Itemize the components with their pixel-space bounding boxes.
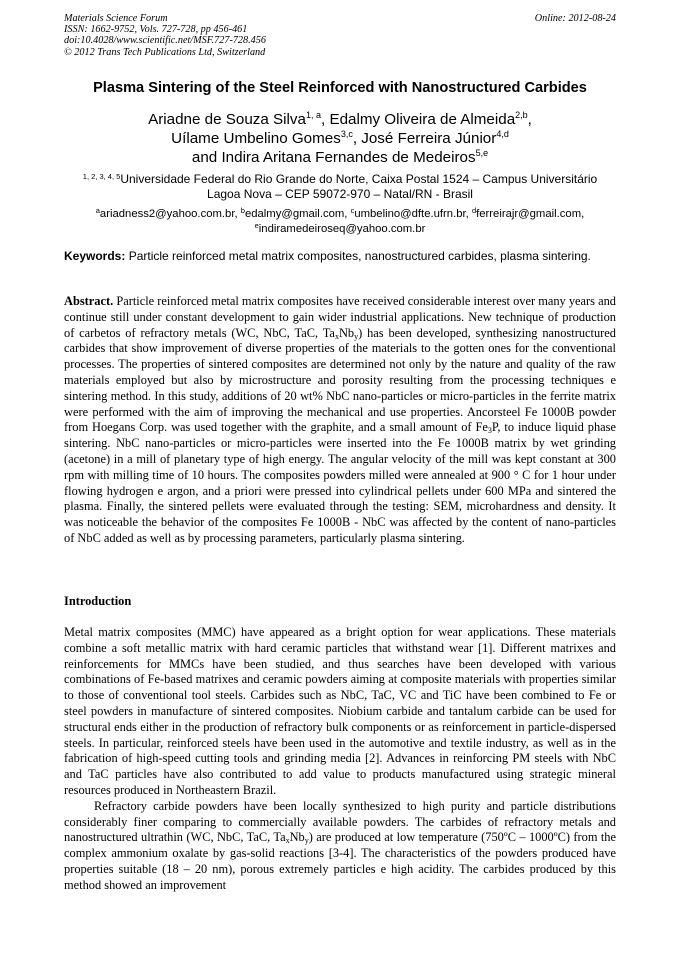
author-name: and Indira Aritana Fernandes de Medeiros [191,149,476,166]
abstract-label: Abstract. [64,294,114,308]
paragraph: Metal matrix composites (MMC) have appeared as a bright option for wear applications. These materials combine a soft metallic matrix with hard ceramic particles that withstand wear [1]. Different matrixes and reinforcements for MMCs have been studied, and thus searches have been developed with various combinations of Fe-based matrixes and ceramic powders aiming at composite materials with properties similar to those of conventional tool steels. Carbides such as NbC, TaC, VC and TiC have been combined to Fe or steel powders in manufacture of sintered composites. Niobium carbide and tantalum carbide can be used for structural ends either in the production of refractory bulk components or as reinforcement in particle-dispersed steels. In particular, reinforced steels have been used in the automotive and textile industry, as well as in the fabrication of high-speed cutting tools and grinding media [2]. Advances in reinforcing PM steels with NbC and TaC particles have also contributed to add value to products manufactured using strategic mineral resources produced in Northeastern Brazil. [64,625,616,797]
abstract [64,294,616,547]
author-sup: 4,d [496,129,509,139]
journal-name: Materials Science Forum [64,13,168,24]
author-line-3 [64,148,616,167]
author-sup: 5,e [475,148,489,158]
email-link[interactable]: ferreirajr@gmail.com, [476,208,585,220]
paragraph [64,799,616,894]
affiliation-line-2: Lagoa Nova – CEP 59072-970 – Natal/RN - Brasil [207,187,473,201]
introduction-body [64,625,616,894]
author-separator: , [527,111,532,128]
paragraph-text: Refractory carbide powders have been locally synthesized to high purity and particle distributions considerably finer comparing to commercially available powders. The carbides of refractory metals and nanostructured ultrathin (WC, NbC, TaC, Ta [64,798,616,845]
section-heading-introduction: Introduction [64,594,132,608]
paragraph-text: ) are produced at low temperature (750ºC – 1000ºC) from the complex ammonium oxalate by gas-solid reactions [3-4]. The characteristics of the powders produced have properties suitable (18 – 20 nm), porous extremely particles e high acidity. The carbides produced by this method showed an improvement [64,830,616,892]
paragraph-text: Nb [289,830,305,845]
subscript: y [304,836,309,846]
abstract-text: P, to induce liquid phase sintering. NbC nano-particles or micro-particles were inserted into the Fe 1000B matrix by wet grinding (acetone) in a mill of planetary type of high energy. The angular velocity of the mill was kept constant at 300 rpm with milling time of 10 hours. The composites powders milled were annealed at 900 ° C for 1 hour under flowing hydrogen e argon, and a priori were pressed into cylindrical pellets under 600 MPa and sintered the plasma. Finally, the sintered pellets were evaluated through the testing: SEM, microhardness and density. It was noticeable the behavior of the composites Fe 1000B - NbC was affected by the content of nano-particles of NbC added as well as by processing parameters, particularly plasma sintering. [64,420,616,545]
subscript: 3 [487,426,492,436]
email-sup: d [471,206,477,215]
author-name: Ariadne de Souza Silva [148,111,306,128]
abstract-text: Nb [338,325,355,340]
author-line-2 [64,129,616,148]
issn-line: ISSN: 1662-9752, Vols. 727-728, pp 456-461 [64,24,248,36]
author-sup: 1, a [305,110,321,120]
author-line-1 [64,110,616,129]
keywords-text: Particle reinforced metal matrix composites, nanostructured carbides, plasma sintering. [125,249,591,263]
affiliation-sup: 1, 2, 3, 4, 5 [82,172,121,181]
author-emails [64,207,616,236]
keywords-label: Keywords: [64,249,126,263]
abstract-text: Particle reinforced metal matrix composites have received considerable interest over many years and continue still under constant development to gain wider industrial applications. New technique of production of carbetos of refractory metals (WC, NbC, TaC, Ta [64,294,616,340]
online-date: Online: 2012-08-24 [534,13,616,24]
paper-title: Plasma Sintering of the Steel Reinforced with Nanostructured Carbides [93,80,587,96]
email-sup: a [95,206,100,215]
author-name: Uílame Umbelino Gomes [171,130,341,147]
subscript: y [354,331,359,341]
author-name: , Edalmy Oliveira de Almeida [321,111,516,128]
copyright-line: © 2012 Trans Tech Publications Ltd, Switzerland [64,46,266,58]
author-list [64,110,616,167]
abstract-text: ) has been developed, synthesizing nanostructured carbides that show improvement of diverse properties of the materials to the gotten ones for the conventional processes. The properties of sintered composites are determined not only by the nature and quality of the raw materials employed but also by microstructure and porosity resulting from the processing techniques e sintering method. In this study, additions of 20 wt% NbC nano-particles or micro-particles in the ferrite matrix were performed with the aim of improving the mechanical and use properties. Ancorsteel Fe 1000B powder from Hoegans Corp. was used together with the graphite, and a small amount of Fe [64,325,616,435]
doi-line: doi:10.4028/www.scientific.net/MSF.727-728.456 [64,35,266,47]
author-sup: 3,c [340,129,353,139]
email-link[interactable]: ariadness2@yahoo.com.br, [99,208,241,220]
affiliation [64,172,616,202]
author-name: , José Ferreira Júnior [352,130,497,147]
subscript: x [334,331,339,341]
email-sup: b [240,206,245,215]
subscript: x [285,836,290,846]
email-link[interactable]: umbelino@dfte.ufrn.br, [354,208,472,220]
author-sup: 2,b [515,110,528,120]
journal-header [64,13,616,58]
email-sup: e [254,220,259,230]
email-sup: c [350,206,355,215]
keywords [64,249,616,264]
email-link[interactable]: edalmy@gmail.com, [244,208,351,220]
affiliation-line-1: Universidade Federal do Rio Grande do Norte, Caixa Postal 1524 – Campus Universitário [120,172,598,186]
email-link[interactable]: indiramedeiroseq@yahoo.com.br [258,222,426,235]
